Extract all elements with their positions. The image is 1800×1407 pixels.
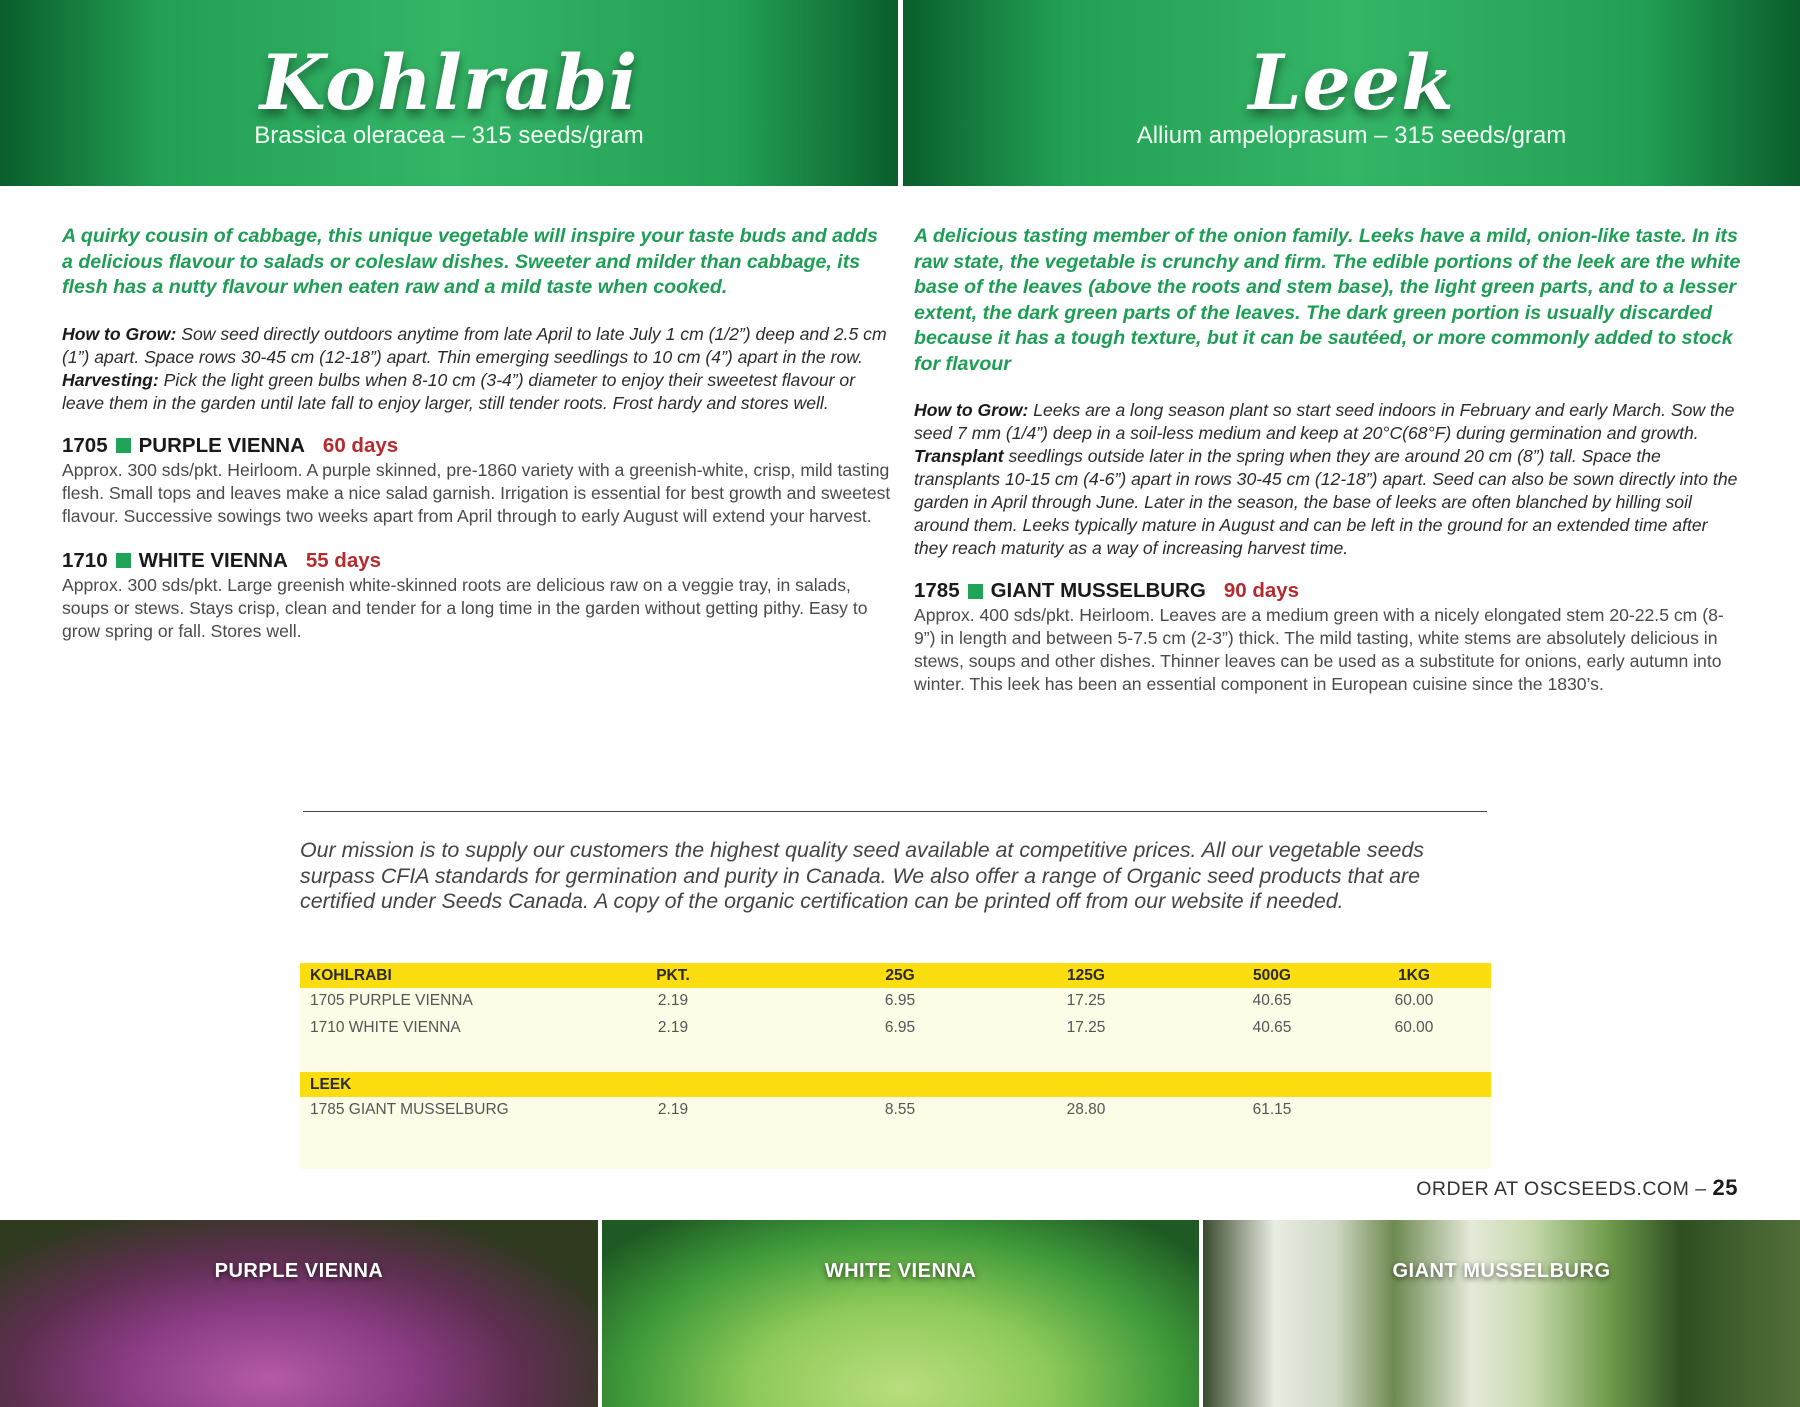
mission-statement: Our mission is to supply our customers the highest quality seed available at competitive prices. All our vegetable seeds surpass CFIA standards for germination and purity in Canada. We also offer a range of Organic seed products that are certified under Seeds Canada. A copy of the organic certification can be printed off from our website if needed.: [300, 838, 1424, 913]
kohlrabi-growing-info: [62, 323, 892, 415]
variety-days: 60 days: [322, 433, 399, 457]
leek-title: Leek: [1248, 38, 1455, 127]
variety-name: GIANT MUSSELBURG: [990, 579, 1206, 602]
price-cell: 28.80: [1066, 1101, 1106, 1118]
item-name: 1705 PURPLE VIENNA: [310, 992, 473, 1009]
price-cell: 6.95: [884, 992, 916, 1009]
kohlrabi-banner: [0, 0, 898, 186]
variety-heading: [62, 548, 892, 574]
column-header: 500G: [1253, 967, 1291, 984]
price-cell: 2.19: [657, 1101, 689, 1118]
photo-label: WHITE VIENNA: [824, 1260, 977, 1282]
variety-days: 90 days: [1223, 579, 1300, 602]
kohlrabi-intro: A quirky cousin of cabbage, this unique vegetable will inspire your taste buds and adds a delicious flavour to salads or coleslaw dishes. Sweeter and milder than cabbage, its flesh has a nutty flavour when eaten raw and a mild taste when cooked.: [62, 225, 878, 298]
column-header: 1KG: [1398, 967, 1430, 984]
price-cell: 8.55: [884, 1101, 916, 1118]
variety-code: 1705: [62, 433, 108, 457]
table-header: [300, 1072, 1491, 1097]
table-row: [300, 1015, 1491, 1042]
column-header: PKT.: [656, 967, 690, 984]
photo-label: PURPLE VIENNA: [214, 1260, 384, 1282]
kohlrabi-price-table: [300, 963, 1491, 1073]
leek-banner: [903, 0, 1800, 186]
green-square-icon: [968, 584, 983, 599]
kohlrabi-harvest-label: Harvesting:: [62, 369, 159, 390]
variety-name: WHITE VIENNA: [138, 548, 288, 572]
table-section-title: LEEK: [310, 1076, 352, 1093]
price-cell: 61.15: [1252, 1101, 1292, 1118]
green-square-icon: [116, 438, 131, 453]
table-body: [300, 1097, 1491, 1169]
leek-transplant-text: seedlings outside later in the spring when they are around 20 cm (8”) tall. Space the transplants 10-15 cm (4-6”) apart in rows 30-45 cm (12-18”) apart. Seed can also be sown directly into the garden in April through June. Later in the season, the base of leeks are often blanched by hilling soil around them. Leeks typically mature in August and can be left in the ground for an extended time after they reach maturity as a way of increasing harvest time.: [914, 446, 1738, 558]
price-cell: 40.65: [1252, 1019, 1292, 1036]
variety-heading: [914, 578, 1744, 604]
kohlrabi-grow-label: How to Grow:: [62, 323, 177, 344]
variety-name: PURPLE VIENNA: [138, 433, 305, 457]
leek-transplant-label: Transplant: [914, 446, 1004, 466]
price-cell: 40.65: [1252, 992, 1292, 1009]
photo-label: GIANT MUSSELBURG: [1392, 1260, 1611, 1282]
column-header: 125G: [1067, 967, 1105, 984]
kohlrabi-harvest-text: Pick the light green bulbs when 8-10 cm (3-4”) diameter to enjoy their sweetest flavour or leave them in the garden until late fall to enjoy larger, still tender roots. Frost hardy and stores well.: [62, 369, 856, 413]
price-cell: 2.19: [657, 992, 689, 1009]
item-name: 1785 GIANT MUSSELBURG: [310, 1101, 509, 1118]
kohlrabi-column: [62, 224, 892, 663]
price-cell: 2.19: [657, 1019, 689, 1036]
table-header: [300, 963, 1491, 988]
variety-code: 1785: [914, 579, 960, 602]
variety-description: Approx. 300 sds/pkt. Heirloom. A purple skinned, pre-1860 variety with a greenish-white, crisp, mild tasting flesh. Small tops and leaves make a nice salad garnish. Irrigation is essential for best growth and sweetest flavour. Successive sowings two weeks apart from April through to early August will extend your harvest.: [62, 459, 891, 526]
table-body: [300, 988, 1491, 1073]
kohlrabi-title: Kohlrabi: [259, 38, 639, 127]
price-cell: 6.95: [884, 1019, 916, 1036]
page-number: 25: [1712, 1175, 1738, 1200]
price-cell: 60.00: [1394, 992, 1434, 1009]
purple-vienna-photo: [0, 1220, 598, 1407]
order-link-text[interactable]: ORDER AT OSCSEEDS.COM –: [1416, 1178, 1713, 1200]
leek-price-table: [300, 1072, 1491, 1169]
item-name: 1710 WHITE VIENNA: [310, 1019, 461, 1036]
kohlrabi-subtitle: Brassica oleracea – 315 seeds/gram: [254, 122, 644, 149]
variety-days: 55 days: [305, 548, 382, 572]
kohlrabi-grow-text: Sow seed directly outdoors anytime from late April to late July 1 cm (1/2”) deep and 2.5 cm (1”) apart. Space rows 30-45 cm (12-18”) apart. Thin emerging seedlings to 10 cm (4”) apart in the row.: [62, 323, 887, 367]
price-cell: 17.25: [1066, 992, 1106, 1009]
order-footer: [1416, 1175, 1738, 1201]
variety-description: Approx. 400 sds/pkt. Heirloom. Leaves are a medium green with a nicely elongated stem 20-22.5 cm (8-9”) in length and between 5-7.5 cm (2-3”) thick. The mild tasting, white stems are absolutely delicious in stews, soups and other dishes. Thinner leaves can be used as a substitute for onions, early autumn into winter. This leek has been an essential component in European cuisine since the 1830’s.: [914, 605, 1724, 694]
leek-intro: A delicious tasting member of the onion family. Leeks have a mild, onion-like taste. In its raw state, the vegetable is crunchy and firm. The edible portions of the leek are the white base of the leaves (above the roots and stem base), the light green parts, and to a lesser extent, the dark green parts of the leaves. The dark green portion is usually discarded because it has a tough texture, but it can be sautéed, or more commonly added to stock for flavour: [914, 225, 1741, 375]
white-vienna-photo: [602, 1220, 1199, 1407]
green-square-icon: [116, 553, 131, 568]
leek-subtitle: Allium ampeloprasum – 315 seeds/gram: [1136, 122, 1567, 149]
divider: [303, 811, 1487, 812]
variety-description: Approx. 300 sds/pkt. Large greenish white-skinned roots are delicious raw on a veggie tray, in salads, soups or stews. Stays crisp, clean and tender for a long time in the garden without getting pithy. Easy to grow spring or fall. Stores well.: [62, 574, 868, 641]
table-row: [300, 988, 1491, 1015]
price-cell: 60.00: [1394, 1019, 1434, 1036]
giant-musselburg-photo: [1203, 1220, 1800, 1407]
table-section-title: KOHLRABI: [310, 967, 392, 984]
leek-growing-info: [914, 399, 1744, 560]
column-header: 25G: [885, 967, 915, 984]
leek-column: [914, 224, 1744, 716]
price-cell: 17.25: [1066, 1019, 1106, 1036]
leek-grow-label: How to Grow:: [914, 400, 1029, 420]
variety-code: 1710: [62, 548, 108, 572]
variety-heading: [62, 433, 892, 459]
table-row: [300, 1097, 1491, 1124]
leek-grow-text: Leeks are a long season plant so start seed indoors in February and early March. Sow the seed 7 mm (1/4”) deep in a soil-less medium and keep at 20°C(68°F) during germination and growth.: [914, 400, 1735, 443]
